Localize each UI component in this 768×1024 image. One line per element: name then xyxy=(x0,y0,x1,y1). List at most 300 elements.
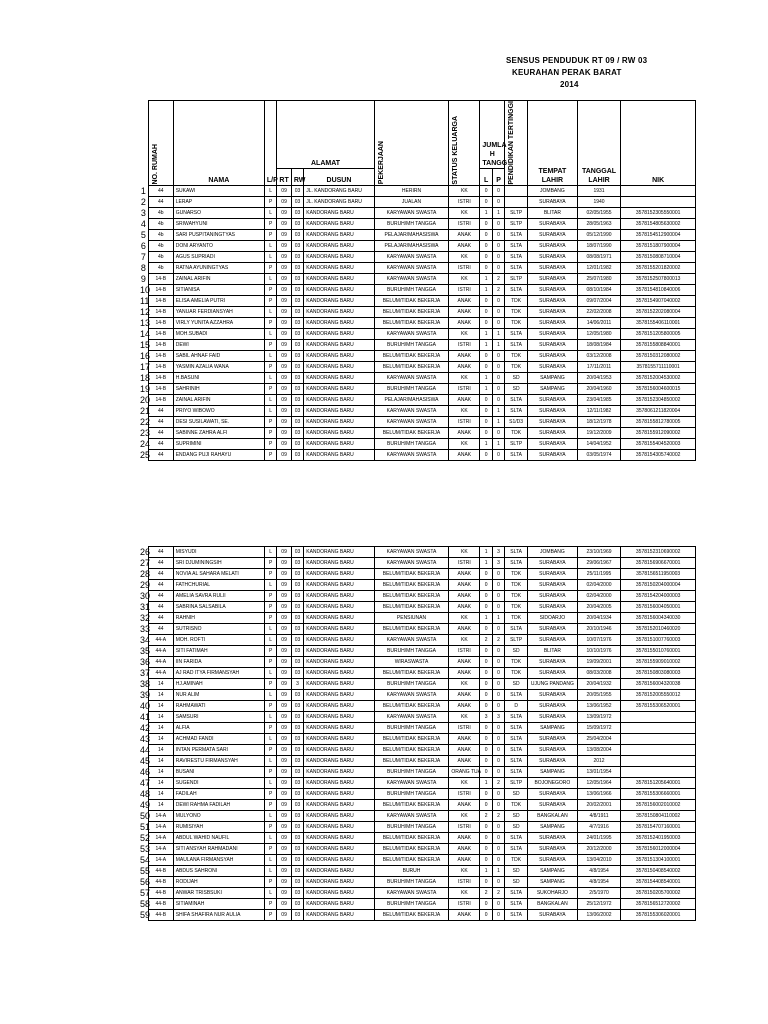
cell-pekerjaan: JUALAN xyxy=(374,196,449,207)
cell-tempat-lahir: JOMBANG xyxy=(528,185,578,196)
row-number: 4 xyxy=(140,218,146,229)
cell-tanggal-lahir: 20/04/1932 xyxy=(577,679,621,690)
row-number: 33 xyxy=(140,624,151,634)
cell-pekerjaan: KARYAWAN SWASTA xyxy=(374,273,449,284)
table-row xyxy=(138,306,696,317)
cell-p: 0 xyxy=(492,822,504,833)
cell-dusun: KANDORANG BARU xyxy=(304,339,374,350)
cell-nik: 3578155711110001 xyxy=(621,361,696,372)
cell-status: KK xyxy=(449,547,480,558)
table-row xyxy=(138,580,696,591)
cell-p: 0 xyxy=(492,690,504,701)
cell-status: ISTRI xyxy=(449,218,480,229)
cell-lp: P xyxy=(264,679,276,690)
cell-tempat-lahir: SURABAYA xyxy=(528,339,578,350)
cell-status: ANAK xyxy=(449,910,480,921)
header-tempat-lahir: TEMPAT LAHIR xyxy=(528,101,578,186)
cell-nama: RATNA AYUNINGTYAS xyxy=(173,262,264,273)
cell-tanggal-lahir: 4/7/1916 xyxy=(577,822,621,833)
cell-tanggal-lahir: 13/08/2004 xyxy=(577,745,621,756)
cell-rt: 09 xyxy=(277,800,292,811)
cell-pekerjaan: BURUH/MH TANGGA xyxy=(374,822,449,833)
cell-pekerjaan: KARYAWAN SWASTA xyxy=(374,811,449,822)
cell-rw: 03 xyxy=(291,822,303,833)
cell-pekerjaan: PELAJAR/MAHASISWA xyxy=(374,394,449,405)
cell-tanggal-lahir: 20/05/1955 xyxy=(577,690,621,701)
row-number: 22 xyxy=(140,416,151,427)
cell-dusun: KANDORANG BARU xyxy=(304,602,374,613)
cell-no-rumah: 44 xyxy=(148,196,173,207)
cell-tempat-lahir: SURABAYA xyxy=(528,273,578,284)
cell-lp: P xyxy=(264,295,276,306)
cell-tempat-lahir: SURABAYA xyxy=(528,910,578,921)
cell-pendidikan xyxy=(505,185,528,196)
cell-no-rumah: 14-B xyxy=(148,394,173,405)
cell-pendidikan: SLTA xyxy=(505,756,528,767)
cell-lp: P xyxy=(264,789,276,800)
cell-dusun: JL. KANDORANG BARU xyxy=(304,196,374,207)
table-row xyxy=(138,789,696,800)
cell-status: ANAK xyxy=(449,306,480,317)
cell-tanggal-lahir: 10/07/1976 xyxy=(577,635,621,646)
cell-tempat-lahir: SAMPANG xyxy=(528,383,578,394)
cell-rw: 03 xyxy=(291,745,303,756)
cell-nama: VIRLY YUNITA AZZAHRA xyxy=(173,317,264,328)
cell-l: 1 xyxy=(480,558,492,569)
cell-p: 1 xyxy=(492,328,504,339)
cell-l: 0 xyxy=(480,427,492,438)
cell-nama: SRI DJUMININGSIH xyxy=(173,558,264,569)
cell-dusun: KANDORANG BARU xyxy=(304,569,374,580)
cell-status: ISTRI xyxy=(449,196,480,207)
cell-rt: 09 xyxy=(277,361,292,372)
row-number: 25 xyxy=(140,449,151,460)
cell-status: ANAK xyxy=(449,690,480,701)
cell-nama: SAHRINIH xyxy=(173,383,264,394)
cell-status: KK xyxy=(449,778,480,789)
cell-pendidikan: SLTA xyxy=(505,328,528,339)
cell-nik: 3578155201820002 xyxy=(621,262,696,273)
cell-no-rumah: 44 xyxy=(148,449,173,460)
cell-l: 0 xyxy=(480,591,492,602)
row-number: 19 xyxy=(140,383,151,394)
cell-dusun: JL. KANDORANG BARU xyxy=(304,185,374,196)
cell-l: 0 xyxy=(480,306,492,317)
cell-pendidikan: SLTA xyxy=(505,449,528,460)
row-number: 32 xyxy=(140,613,151,623)
cell-nama: MISYUDI xyxy=(173,547,264,558)
cell-rw: 03 xyxy=(291,657,303,668)
cell-nama: SITI FATIMAH xyxy=(173,646,264,657)
cell-pekerjaan: BURUH/MH TANGGA xyxy=(374,339,449,350)
cell-pekerjaan: KARYAWAN SWASTA xyxy=(374,449,449,460)
cell-nama: NUR ALIM xyxy=(173,690,264,701)
cell-pendidikan: SD xyxy=(505,646,528,657)
cell-pekerjaan: BELUM/TIDAK BEKERJA xyxy=(374,580,449,591)
cell-tempat-lahir: SURABAYA xyxy=(528,284,578,295)
row-number: 30 xyxy=(140,591,151,601)
cell-p: 0 xyxy=(492,657,504,668)
header-rw: RW xyxy=(291,168,303,185)
row-number: 8 xyxy=(140,262,146,273)
table-row xyxy=(138,438,696,449)
cell-nik xyxy=(621,712,696,723)
cell-nama: SABIL AHNAF FAID xyxy=(173,350,264,361)
cell-nik xyxy=(621,756,696,767)
header-jumlah-tanggungan: JUMLA H TANGG xyxy=(480,101,505,169)
cell-pekerjaan: BELUM/TIDAK BEKERJA xyxy=(374,855,449,866)
cell-tempat-lahir: SURABAYA xyxy=(528,734,578,745)
cell-status: ISTRI xyxy=(449,877,480,888)
table-row xyxy=(138,185,696,196)
cell-nama: NOVIA AL SAHARA MELATI xyxy=(173,569,264,580)
table-row xyxy=(138,657,696,668)
cell-pendidikan: TDK xyxy=(505,855,528,866)
cell-status: ANAK xyxy=(449,855,480,866)
cell-nama: SUKAWI xyxy=(173,185,264,196)
cell-tempat-lahir: SURABAYA xyxy=(528,240,578,251)
cell-p: 3 xyxy=(492,712,504,723)
cell-p: 0 xyxy=(492,383,504,394)
cell-no-rumah: 4b xyxy=(148,251,173,262)
cell-status: ANAK xyxy=(449,229,480,240)
cell-nik: 3578156004600015 xyxy=(621,383,696,394)
cell-pekerjaan: KARYAWAN SWASTA xyxy=(374,888,449,899)
table-row xyxy=(138,361,696,372)
cell-l: 1 xyxy=(480,383,492,394)
cell-tempat-lahir: SURABAYA xyxy=(528,262,578,273)
cell-pekerjaan: BELUM/TIDAK BEKERJA xyxy=(374,317,449,328)
cell-l: 0 xyxy=(480,690,492,701)
cell-nama: INTAN PERMATA SARI xyxy=(173,745,264,756)
cell-tanggal-lahir: 25/11/1995 xyxy=(577,569,621,580)
cell-nama: MULYONO xyxy=(173,811,264,822)
cell-no-rumah: 14 xyxy=(148,712,173,723)
title-line-3: 2014 xyxy=(560,80,579,89)
cell-no-rumah: 44 xyxy=(148,405,173,416)
cell-tanggal-lahir: 1931 xyxy=(577,185,621,196)
cell-l: 1 xyxy=(480,328,492,339)
cell-no-rumah: 44 xyxy=(148,580,173,591)
cell-rt: 09 xyxy=(277,569,292,580)
cell-dusun: KANDORANG BARU xyxy=(304,734,374,745)
cell-nama: ELISA AMELIA PUTRI xyxy=(173,295,264,306)
table-row xyxy=(138,558,696,569)
row-number: 3 xyxy=(140,207,146,218)
cell-rw: 03 xyxy=(291,580,303,591)
cell-rt: 09 xyxy=(277,646,292,657)
cell-pendidikan: SLTA xyxy=(505,229,528,240)
cell-tempat-lahir: SURABAYA xyxy=(528,251,578,262)
cell-nik: 3578155306660001 xyxy=(621,789,696,800)
cell-nama: GUNARSO xyxy=(173,207,264,218)
cell-pekerjaan: KARYAWAN SWASTA xyxy=(374,712,449,723)
cell-no-rumah: 44-B xyxy=(148,866,173,877)
header-pekerjaan: PEKERJAAN xyxy=(374,101,449,186)
table-row xyxy=(138,745,696,756)
cell-rw: 03 xyxy=(291,723,303,734)
cell-l: 3 xyxy=(480,712,492,723)
cell-p: 0 xyxy=(492,306,504,317)
row-number: 59 xyxy=(140,910,151,920)
cell-nik: 3578154408540001 xyxy=(621,877,696,888)
cell-rw: 03 xyxy=(291,328,303,339)
cell-rt: 09 xyxy=(277,196,292,207)
cell-nama: RAVIRESTU FIRMANSYAH xyxy=(173,756,264,767)
cell-pendidikan: TDK xyxy=(505,602,528,613)
cell-tanggal-lahir: 18/08/1984 xyxy=(577,339,621,350)
cell-lp: P xyxy=(264,800,276,811)
cell-rw: 03 xyxy=(291,712,303,723)
cell-tempat-lahir: BLITAR xyxy=(528,646,578,657)
cell-rt: 09 xyxy=(277,547,292,558)
cell-l: 0 xyxy=(480,229,492,240)
cell-status: ISTRI xyxy=(449,262,480,273)
cell-l: 1 xyxy=(480,613,492,624)
cell-pekerjaan: BELUM/TIDAK BEKERJA xyxy=(374,734,449,745)
cell-pendidikan: SLTA xyxy=(505,547,528,558)
cell-tanggal-lahir: 17/11/2011 xyxy=(577,361,621,372)
cell-nama: ZAINAL ARIFIN xyxy=(173,394,264,405)
cell-nik: 3578154305740002 xyxy=(621,449,696,460)
table-row xyxy=(138,569,696,580)
cell-lp: P xyxy=(264,558,276,569)
table-row xyxy=(138,855,696,866)
cell-nama: AJ RAD ITYA FIRMANSYAH xyxy=(173,668,264,679)
cell-nama: YASMIN AZALIA WANA xyxy=(173,361,264,372)
row-number: 42 xyxy=(140,723,151,733)
cell-status: ANAK xyxy=(449,745,480,756)
cell-p: 1 xyxy=(492,866,504,877)
cell-pekerjaan: BURUH xyxy=(374,866,449,877)
cell-lp: L xyxy=(264,185,276,196)
cell-tempat-lahir: SURABAYA xyxy=(528,844,578,855)
cell-rt: 09 xyxy=(277,756,292,767)
row-number: 56 xyxy=(140,877,151,887)
table-row xyxy=(138,251,696,262)
cell-lp: L xyxy=(264,624,276,635)
cell-l: 0 xyxy=(480,734,492,745)
cell-p: 0 xyxy=(492,295,504,306)
cell-rt: 09 xyxy=(277,328,292,339)
row-number: 27 xyxy=(140,558,151,568)
cell-rw: 03 xyxy=(291,833,303,844)
cell-pendidikan: SD xyxy=(505,811,528,822)
cell-lp: L xyxy=(264,580,276,591)
cell-tanggal-lahir: 12/05/1980 xyxy=(577,328,621,339)
cell-lp: L xyxy=(264,712,276,723)
cell-rw: 03 xyxy=(291,646,303,657)
cell-no-rumah: 44-A xyxy=(148,657,173,668)
cell-no-rumah: 14 xyxy=(148,734,173,745)
cell-rt: 09 xyxy=(277,602,292,613)
cell-rw: 03 xyxy=(291,339,303,350)
cell-dusun: KANDORANG BARU xyxy=(304,240,374,251)
cell-dusun: KANDORANG BARU xyxy=(304,679,374,690)
row-number: 57 xyxy=(140,888,151,898)
table-row xyxy=(138,646,696,657)
cell-tanggal-lahir: 10/10/1976 xyxy=(577,646,621,657)
cell-status: ANAK xyxy=(449,361,480,372)
cell-pekerjaan: KARYAWAN SWASTA xyxy=(374,416,449,427)
cell-status: ANAK xyxy=(449,602,480,613)
cell-rt: 09 xyxy=(277,712,292,723)
cell-rt: 09 xyxy=(277,855,292,866)
title-line-2: KEURAHAN PERAK BARAT xyxy=(512,68,622,77)
cell-rw: 03 xyxy=(291,427,303,438)
cell-nik: 3578150803080003 xyxy=(621,668,696,679)
cell-status: KK xyxy=(449,405,480,416)
cell-pekerjaan: BURUH/MH TANGGA xyxy=(374,383,449,394)
table-row xyxy=(138,591,696,602)
row-number: 12 xyxy=(140,306,151,317)
cell-nama: SABINNE ZAHRA ALFI xyxy=(173,427,264,438)
cell-pekerjaan: BURUH/MH TANGGA xyxy=(374,646,449,657)
cell-nik: 3578155406110001 xyxy=(621,317,696,328)
cell-no-rumah: 14 xyxy=(148,679,173,690)
cell-rt: 09 xyxy=(277,218,292,229)
cell-status: ANAK xyxy=(449,427,480,438)
table-row xyxy=(138,449,696,460)
census-table-1 xyxy=(138,100,696,461)
table-row xyxy=(138,240,696,251)
cell-dusun: KANDORANG BARU xyxy=(304,866,374,877)
cell-status: ANAK xyxy=(449,756,480,767)
cell-status: ISTRI xyxy=(449,383,480,394)
row-number: 29 xyxy=(140,580,151,590)
table-row xyxy=(138,635,696,646)
cell-rw: 03 xyxy=(291,383,303,394)
cell-status: ANAK xyxy=(449,624,480,635)
cell-nik: 3578155010760001 xyxy=(621,646,696,657)
cell-rt: 09 xyxy=(277,833,292,844)
cell-pendidikan: SLTA xyxy=(505,844,528,855)
cell-pekerjaan: BURUH/MH TANGGA xyxy=(374,877,449,888)
cell-rw: 03 xyxy=(291,218,303,229)
cell-nik: 3578156004340030 xyxy=(621,613,696,624)
cell-lp: L xyxy=(264,668,276,679)
cell-status: ANAK xyxy=(449,844,480,855)
cell-p: 0 xyxy=(492,361,504,372)
cell-rw: 03 xyxy=(291,888,303,899)
cell-lp: L xyxy=(264,251,276,262)
cell-p: 0 xyxy=(492,855,504,866)
row-number: 28 xyxy=(140,569,151,579)
cell-tanggal-lahir: 20/02/2001 xyxy=(577,800,621,811)
cell-tempat-lahir: SAMPANG xyxy=(528,372,578,383)
cell-nik xyxy=(621,723,696,734)
cell-lp: L xyxy=(264,306,276,317)
cell-lp: L xyxy=(264,405,276,416)
table-row xyxy=(138,910,696,921)
cell-nama: SUGENDI xyxy=(173,778,264,789)
cell-status: ANAK xyxy=(449,591,480,602)
cell-p: 0 xyxy=(492,602,504,613)
cell-nama: PRIYO WIBOWO xyxy=(173,405,264,416)
cell-rw: 03 xyxy=(291,394,303,405)
cell-nik: 3578152005550012 xyxy=(621,690,696,701)
cell-status: ANAK xyxy=(449,800,480,811)
cell-pendidikan: SD xyxy=(505,789,528,800)
cell-no-rumah: 14 xyxy=(148,756,173,767)
cell-pendidikan: SLTA xyxy=(505,734,528,745)
cell-tempat-lahir: SURABAYA xyxy=(528,394,578,405)
cell-nik: 3578154204000003 xyxy=(621,591,696,602)
cell-nik: 3578152010460020 xyxy=(621,624,696,635)
cell-dusun: KANDORANG BARU xyxy=(304,547,374,558)
table-row xyxy=(138,229,696,240)
cell-dusun: KANDORANG BARU xyxy=(304,558,374,569)
cell-lp: P xyxy=(264,438,276,449)
row-number: 49 xyxy=(140,800,151,810)
cell-tanggal-lahir: 05/12/1990 xyxy=(577,229,621,240)
cell-tempat-lahir: JOMBANG xyxy=(528,547,578,558)
cell-tempat-lahir: BANGKALAN xyxy=(528,899,578,910)
cell-nik: 3578155306520001 xyxy=(621,701,696,712)
cell-nama: DEWI xyxy=(173,339,264,350)
cell-tanggal-lahir: 19/12/2009 xyxy=(577,427,621,438)
cell-lp: P xyxy=(264,701,276,712)
cell-rw: 03 xyxy=(291,613,303,624)
cell-rt: 09 xyxy=(277,240,292,251)
cell-pekerjaan: KARYAWAN SWASTA xyxy=(374,547,449,558)
cell-pekerjaan: BURUH/MH TANGGA xyxy=(374,723,449,734)
row-number: 39 xyxy=(140,690,151,700)
cell-tanggal-lahir: 20/04/1934 xyxy=(577,613,621,624)
cell-l: 1 xyxy=(480,866,492,877)
cell-nik xyxy=(621,767,696,778)
cell-lp: L xyxy=(264,372,276,383)
table-row xyxy=(138,877,696,888)
cell-p: 1 xyxy=(492,405,504,416)
cell-status: KK xyxy=(449,712,480,723)
cell-dusun: KANDORANG BARU xyxy=(304,273,374,284)
cell-pendidikan: SLTA xyxy=(505,767,528,778)
row-number: 9 xyxy=(140,273,146,284)
cell-rt: 09 xyxy=(277,372,292,383)
cell-tempat-lahir: SURABAYA xyxy=(528,427,578,438)
cell-rw: 03 xyxy=(291,372,303,383)
table-row xyxy=(138,734,696,745)
cell-dusun: KANDORANG BARU xyxy=(304,306,374,317)
cell-no-rumah: 14-B xyxy=(148,295,173,306)
header-pendidikan: PENDIDIKAN TERTINGGI xyxy=(505,101,528,186)
cell-rt: 09 xyxy=(277,317,292,328)
cell-nama: FADILAH xyxy=(173,789,264,800)
table-row xyxy=(138,800,696,811)
cell-pendidikan: SLTA xyxy=(505,745,528,756)
cell-rt: 09 xyxy=(277,877,292,888)
table-row xyxy=(138,317,696,328)
cell-p: 2 xyxy=(492,273,504,284)
cell-rt: 09 xyxy=(277,657,292,668)
cell-lp: P xyxy=(264,591,276,602)
cell-p: 1 xyxy=(492,613,504,624)
cell-rt: 09 xyxy=(277,449,292,460)
cell-rw: 03 xyxy=(291,547,303,558)
cell-nik: 3578152304850002 xyxy=(621,394,696,405)
cell-tempat-lahir: SURABAYA xyxy=(528,591,578,602)
cell-status: KK xyxy=(449,273,480,284)
cell-rw: 03 xyxy=(291,438,303,449)
header-rt: RT xyxy=(277,168,292,185)
cell-p: 2 xyxy=(492,284,504,295)
cell-p: 0 xyxy=(492,800,504,811)
cell-dusun: KANDORANG BARU xyxy=(304,580,374,591)
cell-l: 0 xyxy=(480,723,492,734)
cell-no-rumah: 14 xyxy=(148,789,173,800)
cell-l: 0 xyxy=(480,767,492,778)
